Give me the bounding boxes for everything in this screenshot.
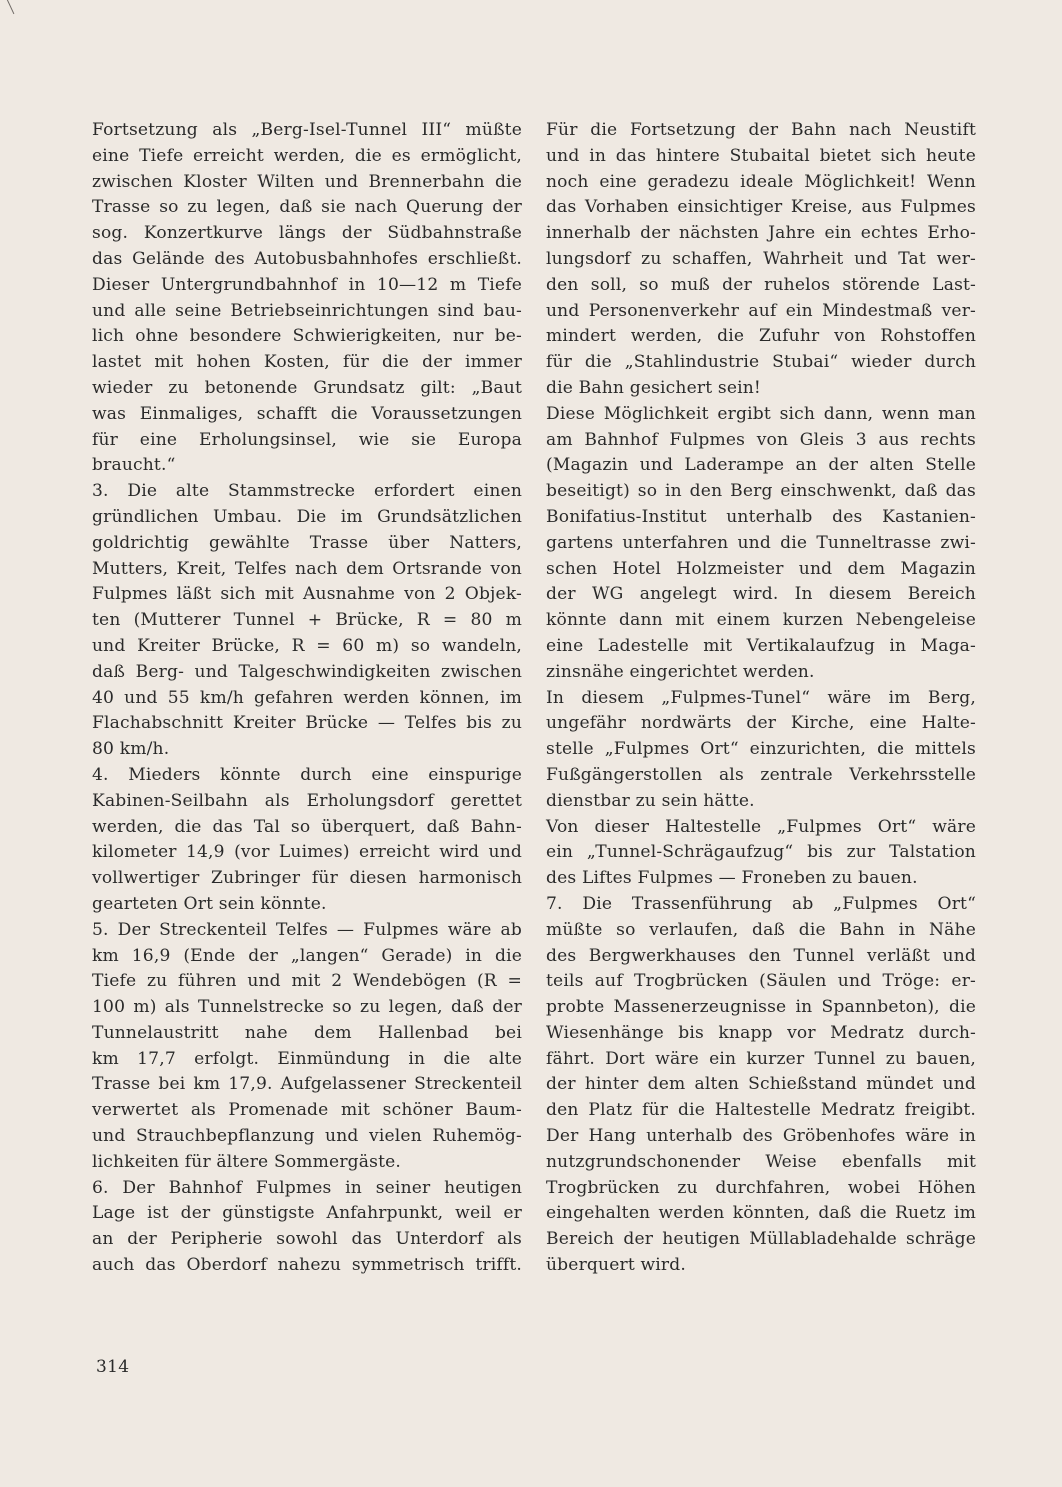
- text-line: km 16,9 (Ende der „langen“ Gerade) in die: [92, 945, 522, 966]
- text-line: am Bahnhof Fulpmes von Gleis 3 aus rechts: [546, 429, 976, 450]
- text-line: Trasse bei km 17,9. Aufgelassener Streckenteil: [92, 1074, 522, 1095]
- text-line: mindert werden, die Zufuhr von Rohstoffen: [546, 326, 976, 347]
- text-line: Trogbrücken zu durchfahren, wobei Höhen: [546, 1177, 976, 1198]
- text-line: probte Massenerzeugnisse in Spannbeton), die: [546, 997, 976, 1018]
- text-line: dienstbar zu sein hätte.: [546, 790, 755, 811]
- text-line: ten (Mutterer Tunnel + Brücke, R = 80 m: [92, 610, 522, 631]
- text-line: goldrichtig gewählte Trasse über Natters,: [92, 532, 522, 553]
- text-line: Diese Möglichkeit ergibt sich dann, wenn man: [546, 403, 976, 424]
- text-line: Tunnelaustritt nahe dem Hallenbad bei: [92, 1022, 522, 1043]
- text-line: Dieser Untergrundbahnhof in 10—12 m Tiefe: [92, 274, 522, 295]
- text-line: Lage ist der günstigste Anfahrpunkt, weil er: [92, 1203, 522, 1224]
- text-line: lungsdorf zu schaffen, Wahrheit und Tat wer-: [546, 248, 976, 269]
- text-line: beseitigt) so in den Berg einschwenkt, daß das: [546, 481, 976, 502]
- text-line: eingehalten werden könnten, daß die Ruetz im: [546, 1203, 976, 1224]
- text-line: teils auf Trogbrücken (Säulen und Tröge: er-: [546, 971, 976, 992]
- text-line: kilometer 14,9 (vor Luimes) erreicht wird und: [92, 842, 522, 863]
- text-line: des Bergwerkhauses den Tunnel verläßt und: [546, 945, 976, 966]
- text-line: und Kreiter Brücke, R = 60 m) so wandeln,: [92, 635, 522, 656]
- text-line: nutzgrundschonender Weise ebenfalls mit: [546, 1151, 976, 1172]
- text-line: 80 km/h.: [92, 739, 170, 760]
- text-line: In diesem „Fulpmes-Tunel“ wäre im Berg,: [546, 687, 976, 708]
- text-line: Bonifatius-Institut unterhalb des Kastanien-: [546, 506, 976, 527]
- page-corner-mark: [5, 0, 14, 14]
- text-line: gearteten Ort sein könnte.: [92, 893, 327, 914]
- text-line: Von dieser Haltestelle „Fulpmes Ort“ wäre: [546, 816, 976, 837]
- text-line: schen Hotel Holzmeister und dem Magazin: [546, 558, 976, 579]
- text-line: und Strauchbepflanzung und vielen Ruhemög-: [92, 1126, 522, 1147]
- text-line: überquert wird.: [546, 1255, 686, 1276]
- text-line: Trasse so zu legen, daß sie nach Querung der: [92, 197, 522, 218]
- text-line: werden, die das Tal so überquert, daß Bahn-: [92, 816, 522, 837]
- text-line: zinsnähe eingerichtet werden.: [546, 661, 815, 682]
- text-line: 3. Die alte Stammstrecke erfordert einen: [92, 481, 522, 502]
- text-line: ein „Tunnel-Schrägaufzug“ bis zur Talstation: [546, 842, 976, 863]
- text-line: der WG angelegt wird. In diesem Bereich: [546, 584, 976, 605]
- text-line: innerhalb der nächsten Jahre ein echtes Erho-: [546, 223, 976, 244]
- text-line: (Magazin und Laderampe an der alten Stelle: [546, 455, 976, 476]
- text-line: stelle „Fulpmes Ort“ einzurichten, die mittels: [546, 739, 976, 760]
- text-line: 4. Mieders könnte durch eine einspurige: [92, 764, 522, 785]
- text-line: zwischen Kloster Wilten und Brennerbahn die: [92, 171, 522, 192]
- text-line: den Platz für die Haltestelle Medratz freigibt.: [546, 1100, 976, 1121]
- text-line: Kabinen-Seilbahn als Erholungsdorf gerettet: [92, 790, 522, 811]
- text-line: fährt. Dort wäre ein kurzer Tunnel zu bauen,: [546, 1048, 976, 1069]
- text-line: lich ohne besondere Schwierigkeiten, nur be-: [92, 326, 522, 347]
- text-line: für eine Erholungsinsel, wie sie Europa: [92, 429, 522, 450]
- text-line: an der Peripherie sowohl das Unterdorf als: [92, 1229, 522, 1250]
- text-line: gartens unterfahren und die Tunneltrasse zwi-: [546, 532, 976, 553]
- text-line: lastet mit hohen Kosten, für die der immer: [92, 352, 522, 373]
- text-line: eine Tiefe erreicht werden, die es ermöglicht,: [92, 145, 522, 166]
- text-line: der hinter dem alten Schießstand mündet und: [546, 1074, 976, 1095]
- text-line: 5. Der Streckenteil Telfes — Fulpmes wäre ab: [92, 919, 522, 940]
- text-line: 100 m) als Tunnelstrecke so zu legen, daß der: [92, 997, 522, 1018]
- text-line: auch das Oberdorf nahezu symmetrisch trifft.: [92, 1255, 522, 1276]
- text-line: Wiesenhänge bis knapp vor Medratz durch-: [546, 1022, 976, 1043]
- text-line: für die „Stahlindustrie Stubai“ wieder durch: [546, 352, 976, 373]
- left-text-column: [92, 118, 522, 1279]
- text-line: Fortsetzung als „Berg-Isel-Tunnel III“ müßte: [92, 120, 522, 140]
- text-line: die Bahn gesichert sein!: [546, 377, 761, 398]
- text-line: lichkeiten für ältere Sommergäste.: [92, 1151, 402, 1172]
- text-line: vollwertiger Zubringer für diesen harmonisch: [92, 868, 522, 889]
- text-line: und Personenverkehr auf ein Mindestmaß ver-: [546, 300, 976, 321]
- text-line: Flachabschnitt Kreiter Brücke — Telfes bis zu: [92, 713, 522, 734]
- text-line: gründlichen Umbau. Die im Grundsätzlichen: [92, 506, 522, 527]
- text-line: Fulpmes läßt sich mit Ausnahme von 2 Objek-: [92, 584, 522, 605]
- text-line: 7. Die Trassenführung ab „Fulpmes Ort“: [546, 893, 976, 914]
- text-line: müßte so verlaufen, daß die Bahn in Nähe: [546, 919, 976, 940]
- text-line: Mutters, Kreit, Telfes nach dem Ortsrande von: [92, 558, 522, 579]
- text-line: 40 und 55 km/h gefahren werden können, im: [92, 687, 522, 708]
- right-text-column: [546, 118, 976, 1279]
- text-line: Bereich der heutigen Müllabladehalde schräge: [546, 1229, 976, 1250]
- text-line: ungefähr nordwärts der Kirche, eine Halte-: [546, 713, 976, 734]
- text-line: könnte dann mit einem kurzen Nebengeleise: [546, 610, 976, 631]
- text-line: und in das hintere Stubaital bietet sich heute: [546, 145, 976, 166]
- text-line: verwertet als Promenade mit schöner Baum-: [92, 1100, 522, 1121]
- text-line: noch eine geradezu ideale Möglichkeit! Wenn: [546, 171, 976, 192]
- text-line: das Gelände des Autobusbahnhofes erschließt.: [92, 248, 522, 269]
- page-number: 314: [96, 1357, 130, 1377]
- text-line: Tiefe zu führen und mit 2 Wendebögen (R =: [92, 971, 522, 992]
- text-line: Fußgängerstollen als zentrale Verkehrsstelle: [546, 764, 976, 785]
- text-line: was Einmaliges, schafft die Voraussetzungen: [92, 403, 522, 424]
- text-line: des Liftes Fulpmes — Froneben zu bauen.: [546, 868, 918, 889]
- text-line: Der Hang unterhalb des Gröbenhofes wäre in: [546, 1126, 976, 1147]
- text-line: den soll, so muß der ruhelos störende Last-: [546, 274, 976, 295]
- text-line: sog. Konzertkurve längs der Südbahnstraße: [92, 223, 522, 244]
- text-line: wieder zu betonende Grundsatz gilt: „Baut: [92, 377, 522, 398]
- text-line: Für die Fortsetzung der Bahn nach Neustift: [546, 120, 976, 140]
- text-line: eine Ladestelle mit Vertikalaufzug in Maga-: [546, 635, 976, 656]
- text-line: und alle seine Betriebseinrichtungen sind bau-: [92, 300, 522, 321]
- text-line: das Vorhaben einsichtiger Kreise, aus Fulpmes: [546, 197, 976, 218]
- text-line: km 17,7 erfolgt. Einmündung in die alte: [92, 1048, 522, 1069]
- text-line: 6. Der Bahnhof Fulpmes in seiner heutigen: [92, 1177, 522, 1198]
- text-line: daß Berg- und Talgeschwindigkeiten zwischen: [92, 661, 522, 682]
- text-line: braucht.“: [92, 455, 176, 476]
